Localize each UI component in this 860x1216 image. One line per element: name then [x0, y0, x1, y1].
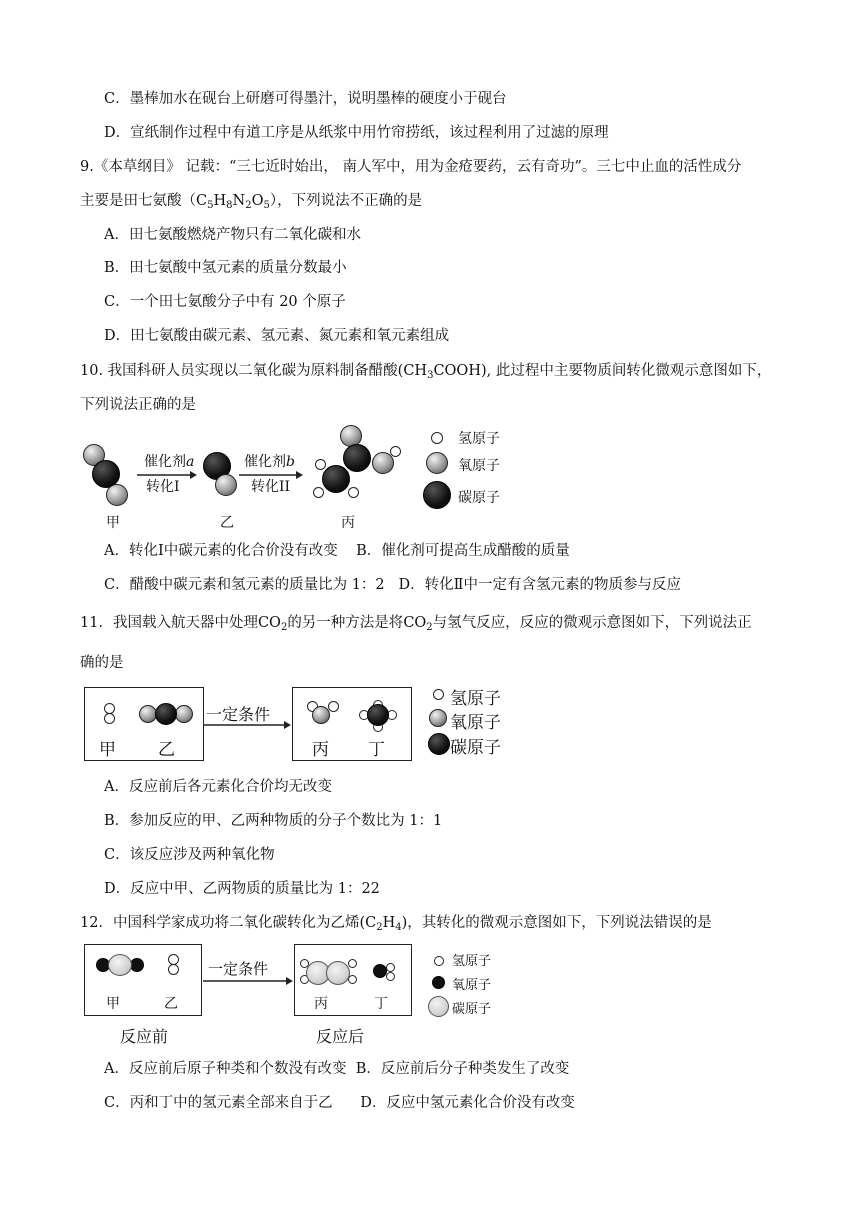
- q10-stem-line1: 10. 我国科研人员实现以二氧化碳为原料制备醋酸$(CH_3COOH)$, 此过程中主要物质间转化微观示意图如下，: [80, 363, 772, 381]
- q12-ding-hydrogen-atom: [386, 963, 395, 972]
- q12-ding-oxygen-atom: [373, 964, 387, 978]
- q11-stem-line2: 确的是: [80, 655, 124, 671]
- q11-legend-hydrogen-icon: [433, 689, 444, 700]
- q11-label-yi: 乙: [158, 740, 175, 760]
- q11-yi-oxygen-atom: [175, 705, 193, 723]
- q11-bing-oxygen-atom: [312, 706, 330, 724]
- q10-label-yi: 乙: [220, 515, 234, 531]
- q8-option-c: C．墨棒加水在砚台上研磨可得墨汁，说明墨棒的硬度小于砚台: [104, 91, 507, 107]
- q11-legend-oxygen-icon: [429, 709, 447, 727]
- q12-legend-carbon-label: 碳原子: [452, 1002, 492, 1017]
- q10-legend-oxygen-icon: [426, 452, 448, 474]
- q12-label-jia: 甲: [106, 996, 120, 1012]
- q10-arrow1-top: 催化剂a: [144, 454, 195, 470]
- q10-legend-carbon-icon: [423, 481, 451, 509]
- q11-products-box: [292, 687, 412, 761]
- q11-bing-hydrogen-atom: [328, 701, 339, 712]
- q11-label-ding: 丁: [368, 740, 385, 760]
- q11-option-a: A．反应前后各元素化合价均无改变: [104, 779, 332, 795]
- q11-arrow: [202, 720, 292, 730]
- q12-jia-oxygen-atom: [130, 958, 144, 972]
- q10-legend-hydrogen-icon: [431, 432, 443, 444]
- q10-legend-hydrogen-label: 氢原子: [458, 431, 500, 447]
- q10-option-c: C．醋酸中碳元素和氢元素的质量比为 1：2 D．转化Ⅱ中一定有含氢元素的物质参与反应: [104, 577, 681, 593]
- q11-legend-carbon-icon: [428, 733, 450, 755]
- q9-option-b: B．田七氨酸中氢元素的质量分数最小: [104, 260, 347, 276]
- q8-option-d: D．宣纸制作过程中有道工序是从纸浆中用竹帘捞纸，该过程利用了过滤的原理: [104, 125, 609, 141]
- q12-label-bing: 丙: [314, 996, 328, 1012]
- q11-option-b: B．参加反应的甲、乙两种物质的分子个数比为 1：1: [104, 813, 443, 829]
- q10-jia-oxygen-atom: [106, 484, 128, 506]
- q10-yi-oxygen-atom: [215, 474, 237, 496]
- q11-option-d: D．反应中甲、乙两物质的质量比为 1：22: [104, 881, 380, 897]
- q9-option-d: D．田七氨酸由碳元素、氢元素、氮元素和氧元素组成: [104, 328, 450, 344]
- q12-after-label: 反应后: [316, 1027, 365, 1046]
- q11-ding-carbon-atom: [367, 704, 389, 726]
- q12-legend-oxygen-icon: [432, 976, 445, 989]
- q12-bing-carbon-atom: [326, 961, 350, 985]
- q12-ding-hydrogen-atom: [386, 972, 395, 981]
- q12-label-ding: 丁: [374, 996, 388, 1012]
- q11-yi-carbon-atom: [155, 703, 177, 725]
- q11-legend-carbon-label: 碳原子: [450, 738, 501, 758]
- q12-legend-hydrogen-label: 氢原子: [452, 954, 492, 969]
- q12-jia-carbon-atom: [108, 954, 132, 976]
- q9-stem-line2: 主要是田七氨酸$(C_5H_8N_2O_5)$，下列说法不正确的是: [80, 193, 423, 211]
- q12-legend-hydrogen-icon: [434, 956, 444, 966]
- q11-option-c: C．该反应涉及两种氧化物: [104, 847, 275, 863]
- q10-arrow2-bottom: 转化II: [251, 479, 291, 495]
- q12-yi-hydrogen-atom: [168, 964, 179, 975]
- q10-legend-oxygen-label: 氧原子: [458, 458, 500, 474]
- q10-bing-hydrogen-atom: [315, 459, 326, 470]
- q12-legend-oxygen-label: 氧原子: [452, 978, 492, 993]
- q12-legend-carbon-icon: [428, 996, 449, 1017]
- q12-bing-hydrogen-atom: [348, 959, 357, 968]
- q12-option-a: A．反应前后原子种类和个数没有改变 B．反应前后分子种类发生了改变: [104, 1061, 570, 1077]
- q10-label-jia: 甲: [106, 515, 120, 531]
- q9-option-c: C．一个田七氨酸分子中有 20 个原子: [104, 294, 346, 310]
- q12-condition-label: 一定条件: [208, 960, 269, 978]
- q9-option-a: A．田七氨酸燃烧产物只有二氧化碳和水: [104, 227, 361, 243]
- q11-legend-hydrogen-label: 氢原子: [450, 689, 501, 709]
- q10-arrow2-top: 催化剂b: [244, 454, 295, 470]
- q9-stem-line1: 9.《本草纲目》 记载：“三七近时始出， 南人军中，用为金疮要药，云有奇功”。三七中止血的活性成分: [80, 159, 742, 175]
- q10-bing-carbon-atom: [343, 444, 371, 472]
- q10-bing-oxygen-atom: [372, 452, 394, 474]
- q11-label-jia: 甲: [99, 740, 116, 760]
- q10-option-a: A．转化Ⅰ中碳元素的化合价没有改变 B．催化剂可提高生成醋酸的质量: [104, 543, 570, 559]
- q11-jia-hydrogen-atom: [104, 713, 115, 724]
- q10-arrow1-bottom: 转化I: [146, 479, 180, 495]
- q10-bing-carbon-atom: [322, 465, 350, 493]
- q10-label-bing: 丙: [341, 515, 355, 531]
- q10-bing-hydrogen-atom: [348, 487, 359, 498]
- q11-stem-line1: 11．我国载入航天器中处理$CO_2$的另一种方法是将$CO_2$与氢气反应，反应的微观示意图如下，下列说法正: [80, 615, 752, 633]
- q12-stem: 12．中国科学家成功将二氧化碳转化为乙烯$(C_2H_4)$，其转化的微观示意图如下，下列说法错误的是: [80, 915, 712, 933]
- q11-label-bing: 丙: [312, 740, 329, 760]
- q10-stem-line2: 下列说法正确的是: [80, 397, 196, 413]
- q12-reactants-box: [84, 944, 202, 1016]
- q11-condition-label: 一定条件: [206, 705, 271, 724]
- q12-label-yi: 乙: [164, 996, 178, 1012]
- q10-bing-hydrogen-atom: [313, 487, 324, 498]
- q12-before-label: 反应前: [120, 1027, 169, 1046]
- q12-arrow: [202, 976, 294, 986]
- q11-legend-oxygen-label: 氧原子: [450, 713, 501, 733]
- q10-legend-carbon-label: 碳原子: [458, 490, 500, 506]
- q12-option-c: C．丙和丁中的氢元素全部来自于乙 D．反应中氢元素化合价没有改变: [104, 1095, 575, 1111]
